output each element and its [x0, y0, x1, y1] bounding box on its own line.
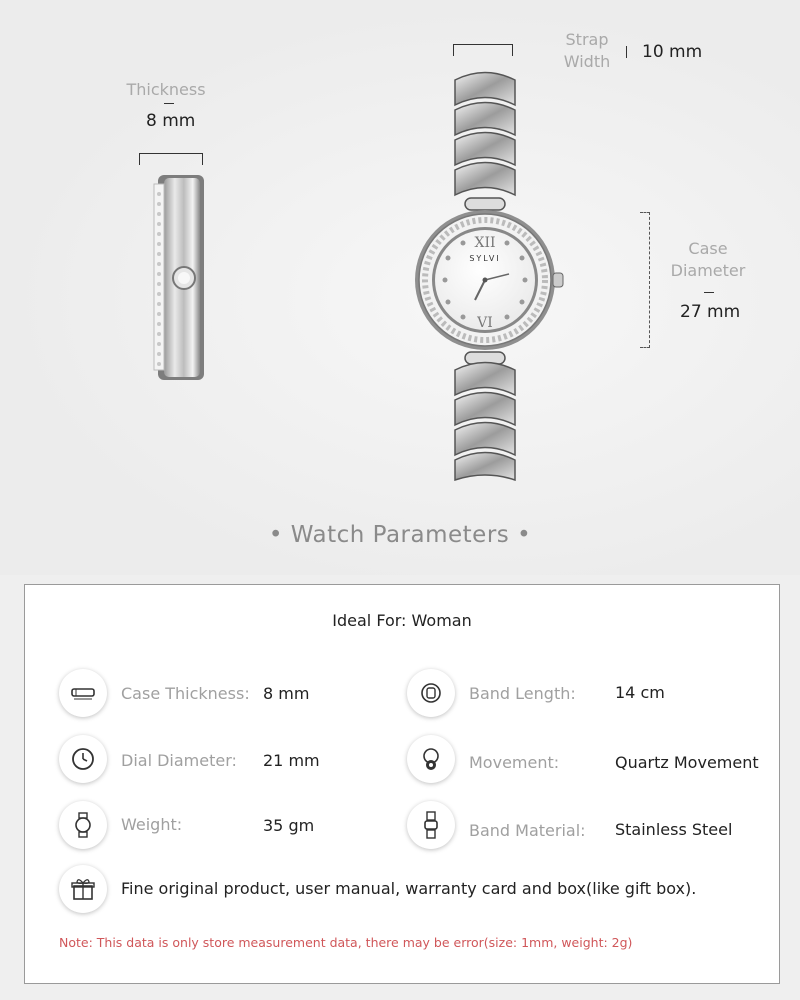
- weight-label: Weight:: [121, 815, 183, 834]
- case-diameter-label-line2: Diameter: [670, 261, 746, 280]
- thickness-value: 8 mm: [146, 111, 196, 131]
- section-title: • Watch Parameters •: [268, 522, 532, 548]
- strap-width-bracket: [453, 44, 513, 56]
- band-length-label: Band Length:: [469, 684, 576, 703]
- weight-icon: [59, 801, 107, 849]
- thickness-dash: [164, 103, 174, 104]
- watch-front-view-image: [405, 60, 575, 490]
- dial-diameter-label: Dial Diameter:: [121, 751, 237, 770]
- strap-width-tick: [626, 46, 627, 58]
- thickness-bracket: [139, 153, 203, 165]
- case-diameter-dash: [704, 292, 714, 293]
- case-diameter-value: 27 mm: [680, 302, 741, 322]
- case-thickness-label: Case Thickness:: [121, 684, 250, 703]
- case-thickness-icon: [59, 669, 107, 717]
- package-contents-text: Fine original product, user manual, warranty card and box(like gift box).: [121, 879, 697, 898]
- movement-label: Movement:: [469, 753, 560, 772]
- band-material-icon: [407, 801, 455, 849]
- strap-width-value: 10 mm: [642, 42, 703, 62]
- band-material-value: Stainless Steel: [615, 820, 733, 839]
- svg-text:XII: XII: [474, 235, 496, 251]
- thickness-label: Thickness: [126, 80, 206, 99]
- parameters-card: [24, 584, 780, 984]
- watch-side-view-image: [130, 170, 220, 385]
- weight-value: 35 gm: [263, 816, 315, 835]
- gift-box-icon: [59, 865, 107, 913]
- case-diameter-label-line1: Case: [688, 239, 728, 258]
- band-material-label: Band Material:: [469, 821, 586, 840]
- brand-text: SYLVI: [469, 254, 501, 263]
- measurement-note: Note: This data is only store measurement data, there may be error(size: 1mm, weight: 2g): [59, 935, 633, 950]
- case-thickness-value: 8 mm: [263, 684, 310, 703]
- ideal-for-text: Ideal For: Woman: [332, 611, 472, 630]
- movement-value: Quartz Movement: [615, 753, 759, 772]
- band-length-icon: [407, 669, 455, 717]
- dial-diameter-icon: [59, 735, 107, 783]
- movement-icon: [407, 735, 455, 783]
- strap-width-label-line1: Strap: [565, 30, 609, 49]
- svg-text:VI: VI: [477, 315, 493, 331]
- case-diameter-bracket: [640, 212, 650, 348]
- band-length-value: 14 cm: [615, 683, 665, 702]
- strap-width-label-line2: Width: [563, 52, 611, 71]
- dial-diameter-value: 21 mm: [263, 751, 320, 770]
